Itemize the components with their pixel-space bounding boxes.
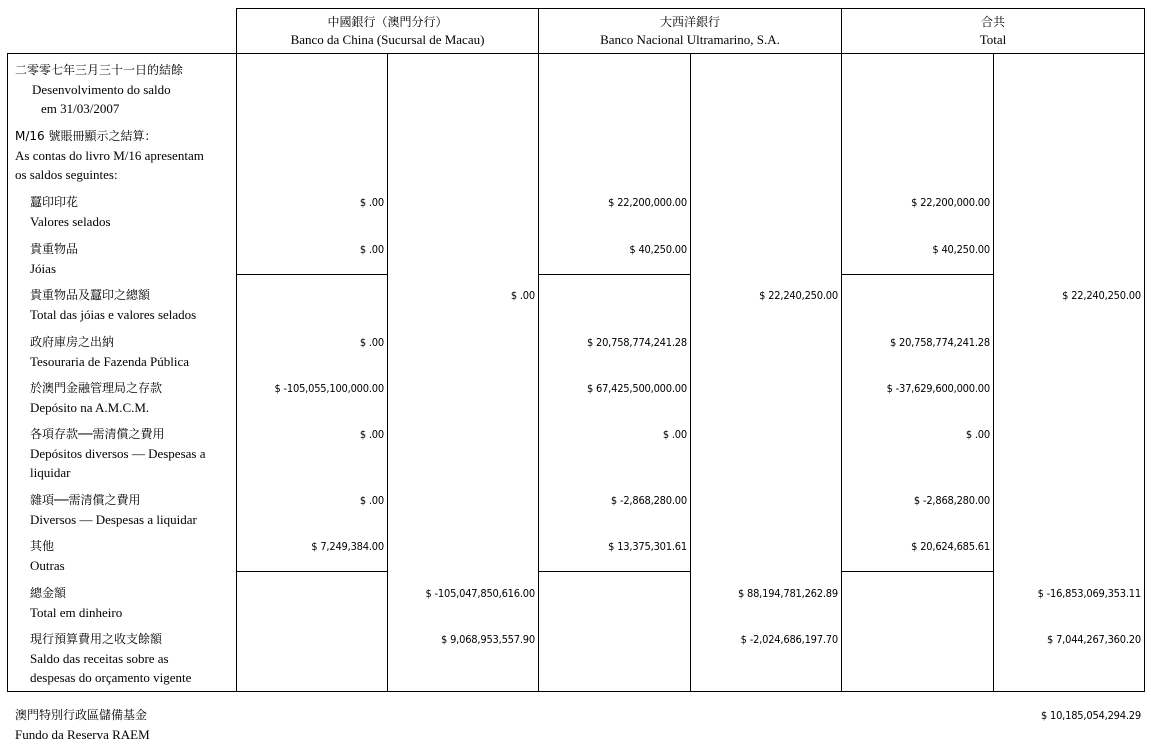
table-top-border — [236, 8, 1145, 9]
intro-block — [15, 61, 183, 118]
table-bottom-border — [7, 691, 1145, 692]
row-label-zh: 蠶印印花 — [30, 195, 79, 209]
table-row-label — [30, 240, 78, 278]
cell-boc: $ 7,249,384.00 — [311, 540, 384, 553]
header-bnu — [539, 13, 841, 49]
subtotal-rule-1 — [236, 274, 388, 275]
table-row-label — [30, 379, 162, 417]
cell-tot: $ 22,200,000.00 — [911, 196, 990, 209]
cell-boc-sub: $ .00 — [510, 289, 535, 302]
footer-label-zh: 澳門特別行政區儲備基金 — [15, 708, 148, 722]
row-label-zh: 貴重物品及蠶印之總額 — [30, 288, 151, 302]
cell-bnu: $ 67,425,500,000.00 — [586, 382, 687, 395]
table-left-border — [7, 53, 8, 692]
cell-bnu-sub: $ 22,240,250.00 — [759, 289, 838, 302]
cell-bnu: $ 20,758,774,241.28 — [586, 336, 687, 349]
row-label-pt: Depósito na A.M.C.M. — [30, 400, 150, 415]
intro-date-pt: em 31/03/2007 — [41, 101, 120, 116]
table-right-border — [1144, 8, 1145, 692]
col-divider-boc-left — [236, 8, 237, 692]
cell-tot: $ 20,624,685.61 — [911, 540, 990, 553]
row-label-zh: 貴重物品 — [30, 242, 79, 256]
cell-bnu: $ 22,200,000.00 — [608, 196, 687, 209]
row-label-pt: Total em dinheiro — [30, 605, 123, 620]
footer-label — [15, 706, 150, 744]
cell-boc: $ .00 — [359, 243, 384, 256]
cell-bnu: $ -2,868,280.00 — [610, 494, 687, 507]
cell-tot-sub: $ 7,044,267,360.20 — [1047, 633, 1141, 646]
col-divider-bnu-left — [538, 8, 539, 692]
header-total-zh: 合共 — [980, 15, 1005, 29]
cell-tot: $ -37,629,600,000.00 — [886, 382, 990, 395]
row-label-zh: 現行預算費用之收支餘額 — [30, 632, 163, 646]
cell-tot-sub: $ 22,240,250.00 — [1062, 289, 1141, 302]
table-row-label — [30, 333, 189, 371]
cell-boc: $ .00 — [359, 196, 384, 209]
header-boc-zh: 中國銀行（澳門分行） — [327, 15, 448, 29]
subtotal-rule-1c — [842, 274, 994, 275]
subtotal-rule-2c — [842, 571, 994, 572]
intro-m16-zh: M/16 號賬冊顯示之結算： — [15, 129, 157, 143]
col-divider-total-left — [841, 8, 842, 692]
table-row-label — [30, 537, 65, 575]
cell-bnu-sub: $ -2,024,686,197.70 — [740, 633, 838, 646]
table-row-label — [30, 584, 122, 622]
col-divider-boc-mid — [387, 53, 388, 692]
row-label-pt: Outras — [30, 558, 65, 573]
table-row-label — [30, 286, 196, 324]
row-label-pt: Total das jóias e valores selados — [30, 307, 197, 322]
table-header-bottom-border — [7, 53, 1145, 54]
header-bnu-pt: Banco Nacional Ultramarino, S.A. — [600, 32, 780, 47]
cell-bnu: $ 13,375,301.61 — [608, 540, 687, 553]
row-label-pt-cont: despesas do orçamento vigente — [30, 670, 192, 685]
row-label-pt: Diversos — Despesas a liquidar — [30, 512, 197, 527]
col-divider-bnu-mid — [690, 53, 691, 692]
table-row-label — [30, 630, 191, 687]
cell-boc: $ .00 — [359, 494, 384, 507]
header-total — [842, 13, 1144, 49]
row-label-pt: Depósitos diversos — Despesas a — [30, 446, 206, 461]
row-label-zh: 各項存款──需清償之費用 — [30, 427, 165, 441]
header-boc-pt: Banco da China (Sucursal de Macau) — [290, 32, 485, 47]
cell-bnu: $ 40,250.00 — [629, 243, 687, 256]
cell-boc-sub: $ 9,068,953,557.90 — [441, 633, 535, 646]
row-label-pt: Tesouraria de Fazenda Pública — [30, 354, 189, 369]
table-row-label — [30, 491, 197, 529]
cell-tot: $ 40,250.00 — [932, 243, 990, 256]
cell-tot-sub: $ -16,853,069,353.11 — [1037, 587, 1141, 600]
cell-boc: $ .00 — [359, 336, 384, 349]
intro-desenvolvimento: Desenvolvimento do saldo — [32, 82, 171, 97]
intro-date-zh: 二零零七年三月三十一日的結餘 — [15, 63, 184, 77]
subtotal-rule-2b — [539, 571, 691, 572]
row-label-zh: 其他 — [30, 539, 55, 553]
col-divider-total-mid — [993, 53, 994, 692]
row-label-zh: 於澳門金融管理局之存款 — [30, 381, 163, 395]
intro-m16-pt2: os saldos seguintes: — [15, 167, 118, 182]
subtotal-rule-1b — [539, 274, 691, 275]
row-label-pt: Jóias — [30, 261, 56, 276]
subtotal-rule-2 — [236, 571, 388, 572]
table-row-label — [30, 425, 205, 482]
row-label-pt: Saldo das receitas sobre as — [30, 651, 169, 666]
row-label-zh: 總金額 — [30, 586, 67, 600]
row-label-zh: 政府庫房之出納 — [30, 335, 115, 349]
table-row-label — [30, 193, 111, 231]
header-boc — [237, 13, 538, 49]
cell-boc-sub: $ -105,047,850,616.00 — [425, 587, 535, 600]
cell-tot: $ -2,868,280.00 — [913, 494, 990, 507]
footer-label-pt: Fundo da Reserva RAEM — [15, 727, 150, 742]
row-label-zh: 雜項──需清償之費用 — [30, 493, 141, 507]
intro-m16-block — [15, 127, 204, 184]
cell-bnu: $ .00 — [662, 428, 687, 441]
header-total-pt: Total — [979, 32, 1007, 47]
cell-tot: $ .00 — [965, 428, 990, 441]
intro-m16-pt1: As contas do livro M/16 apresentam — [15, 148, 204, 163]
row-label-pt-cont: liquidar — [30, 465, 71, 480]
footer-value: $ 10,185,054,294.29 — [1040, 709, 1141, 722]
cell-tot: $ 20,758,774,241.28 — [889, 336, 990, 349]
cell-boc: $ -105,055,100,000.00 — [274, 382, 384, 395]
cell-bnu-sub: $ 88,194,781,262.89 — [737, 587, 838, 600]
header-bnu-zh: 大西洋銀行 — [659, 15, 720, 29]
row-label-pt: Valores selados — [30, 214, 111, 229]
cell-boc: $ .00 — [359, 428, 384, 441]
